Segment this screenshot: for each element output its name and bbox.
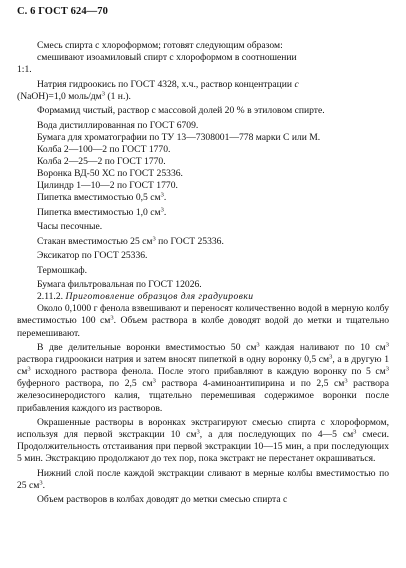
paragraph: смешивают изоамиловый спирт с хлороформом в соотношении xyxy=(37,52,297,64)
paragraph: Часы песочные. xyxy=(37,221,103,233)
paragraph: Нижний слой после каждой экстракции сливают в мерные колбы вместимостью по 25 $см^3$. xyxy=(17,467,389,491)
paragraph: Вода дистиллированная по ГОСТ 6709. xyxy=(37,119,199,131)
paragraph: Бумага фильтровальная по ГОСТ 12026. xyxy=(37,279,202,291)
section-title: Приготовление образцов для градуировки xyxy=(65,291,254,303)
text-run: Натрия гидроокись по ГОСТ 4328, х.ч., раствор концентрации xyxy=(37,78,293,90)
paragraph: Цилиндр 1—10—2 по ГОСТ 1770. xyxy=(37,180,178,192)
paragraph: Пипетка вместимостью 0,5 $см^3$. xyxy=(37,191,167,204)
paragraph: (NaOH)=1,0 моль/$дм^3$ (1 н.). xyxy=(17,90,131,102)
paragraph: Термошкаф. xyxy=(37,264,88,276)
paragraph: 1:1. xyxy=(17,64,32,76)
symbol-c: c xyxy=(294,78,299,90)
page-header: С. 6 ГОСТ 624—70 xyxy=(17,6,108,17)
paragraph: Формамид чистый, раствор с массовой долей 20 % в этиловом спирте. xyxy=(37,105,325,117)
paragraph xyxy=(17,79,389,91)
paragraph: Эксикатор по ГОСТ 25336. xyxy=(37,250,148,262)
paragraph: В две делительные воронки вместимостью 50 $см^3$ каждая наливают по 10 $см^3$ раствора гидроокиси натрия и затем вносят пипеткой в одну воронку 0,5 $см^3$, а в другую 1 $см^3$ исходного раствора фенола. После этого прибавляют в каждую воронку по 5 $см^3$ буферного раствора, по 2,5 $см^3$ раствора 4-аминоантипирина и по 2,5 $см^3$ раствора железосинеродистого калия, тщательно перемешивая содержимое воронки после прибавления каждого из растворов. xyxy=(17,341,389,414)
paragraph: Смесь спирта с хлороформом; готовят следующим образом: xyxy=(37,40,283,51)
paragraph: Стакан вместимостью 25 $см^3$ по ГОСТ 25336. xyxy=(37,235,224,247)
paragraph: Колба 2—25—2 по ГОСТ 1770. xyxy=(37,156,166,168)
paragraph: Колба 2—100—2 по ГОСТ 1770. xyxy=(37,143,171,155)
paragraph: Бумага для хроматографии по ТУ 13—7308001—778 марки С или М. xyxy=(37,131,321,143)
section-heading xyxy=(17,291,389,303)
document-body xyxy=(17,40,389,506)
paragraph: Около 0,1000 г фенола взвешивают и переносят количественно водой в мерную колбу вместимостью 100 $см^3$. Объем раствора в колбе доводят водой до метки и тщательно перемешивают. xyxy=(17,303,390,339)
paragraph: Окрашенные растворы в воронках экстрагируют смесью спирта с хлороформом, используя для первой экстракции 10 $см^3$, а для последующих по 4—5 $см^3$ смеси. Продолжительность отстаивания при первой экстракции 10—15 мин, а при последующих 5 мин. Экстракцию продолжают до тех пор, пока экстракт не перестанет окрашиваться. xyxy=(17,417,389,465)
paragraph: Пипетка вместимостью 1,0 $см^3$. xyxy=(37,206,167,218)
section-number: 2.11.2. xyxy=(37,291,64,303)
paragraph: Воронка ВД-50 ХС по ГОСТ 25336. xyxy=(37,168,183,180)
paragraph: Объем растворов в колбах доводят до метки смесью спирта с xyxy=(37,494,288,506)
